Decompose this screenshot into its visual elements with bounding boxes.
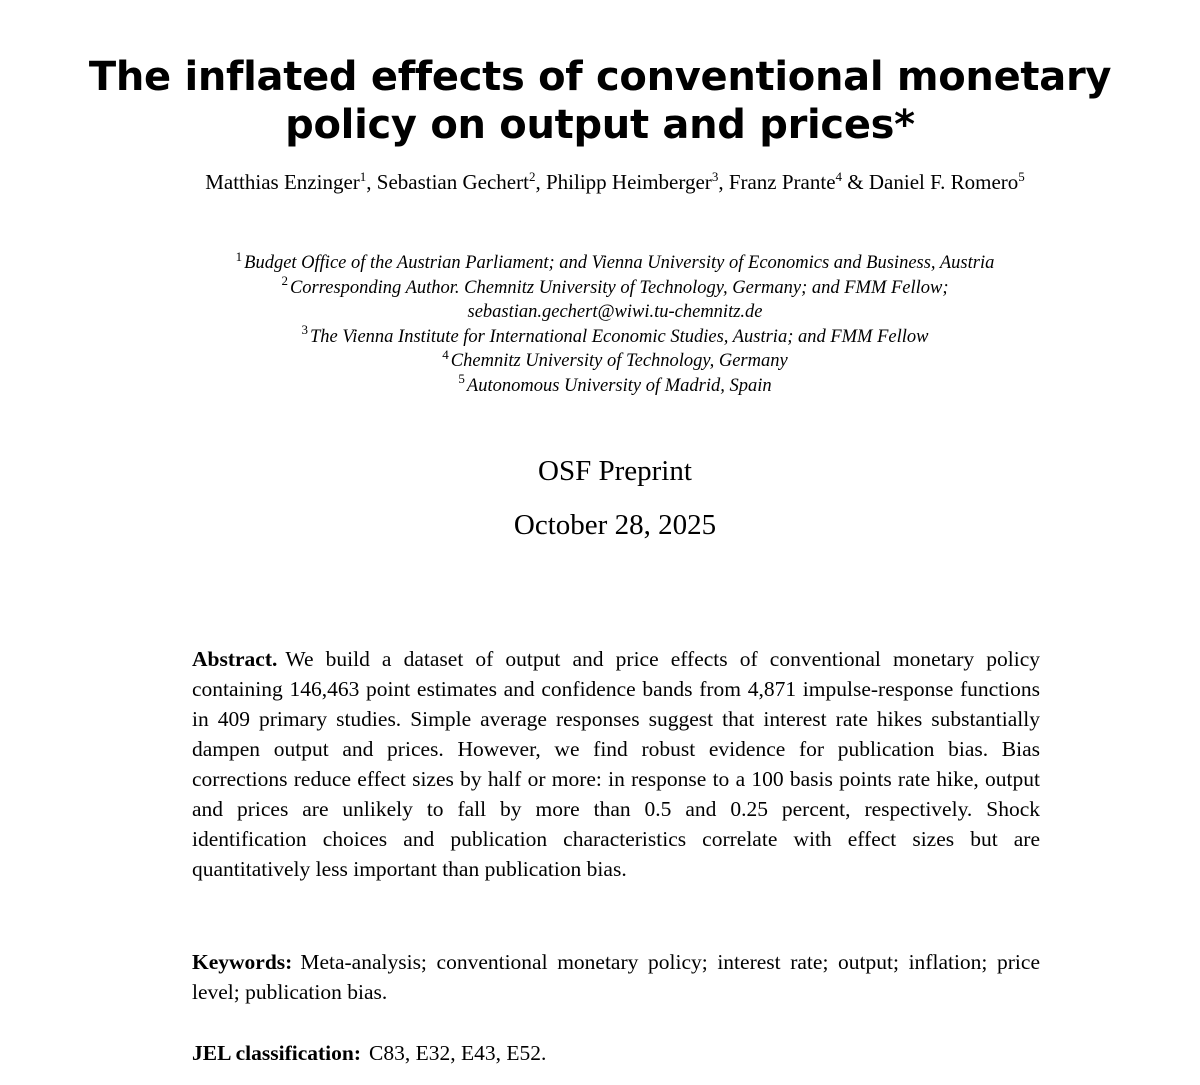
abstract-text: We build a dataset of output and price effects of conventional monetary policy containing 146,463 point estimates and confidence bands from 4,871 impulse-response functions in 409 primary studies. Simple average responses suggest that interest rate hikes substantially dampen output and prices. However, we find robust evidence for publication bias. Bias corrections reduce effect sizes by half or more: in response to a 100 basis points rate hike, output and prices are unlikely to fall by more than 0.5 and 0.25 percent, respectively. Shock identification choices and publication characteristics correlate with effect sizes but are quantitatively less important than publication bias. — [192, 647, 1040, 881]
keywords-label: Keywords: — [192, 950, 293, 974]
author: Philipp Heimberger$^3$, — [545, 169, 729, 194]
affiliation: $^3$ The Vienna Institute for International Economic Studies, Austria; and FMM Fellow — [301, 322, 929, 347]
abstract-label: Abstract. — [192, 647, 278, 671]
author: Matthias Enzinger$^1$, — [205, 169, 377, 194]
author: Franz Prante$^4$ & — [728, 169, 869, 194]
abstract — [192, 644, 1040, 884]
author: Sebastian Gechert$^2$, — [376, 169, 546, 194]
affiliation-email[interactable]: sebastian.gechert@wiwi.tu-chemnitz.de — [467, 302, 763, 322]
jel-classification — [192, 1038, 1040, 1068]
jel-label: JEL classification: — [192, 1041, 362, 1065]
affiliation: $^2$ Corresponding Author. Chemnitz University of Technology, Germany; and FMM Fellow; — [281, 273, 949, 298]
title-line-2: policy on output and prices* — [285, 101, 915, 148]
affiliation: $^4$ Chemnitz University of Technology, Germany — [442, 346, 788, 371]
keywords — [192, 947, 1040, 1007]
author-list — [100, 167, 1130, 197]
venue: OSF Preprint — [538, 455, 692, 487]
author: Daniel F. Romero$^5$ — [868, 169, 1025, 194]
jel-text: C83, E32, E43, E52. — [369, 1041, 547, 1065]
title-line-1: The inflated effects of conventional monetary — [88, 53, 1112, 100]
affiliation: $^5$ Autonomous University of Madrid, Spain — [458, 371, 772, 396]
paper-title — [0, 53, 1200, 149]
publication-date: October 28, 2025 — [513, 509, 717, 541]
keywords-text: Meta-analysis; conventional monetary policy; interest rate; output; inflation; price level; publication bias. — [192, 950, 1040, 1004]
affiliation-list — [0, 248, 1200, 398]
affiliation: $^1$ Budget Office of the Austrian Parliament; and Vienna University of Economics and Business, Austria — [235, 248, 995, 273]
